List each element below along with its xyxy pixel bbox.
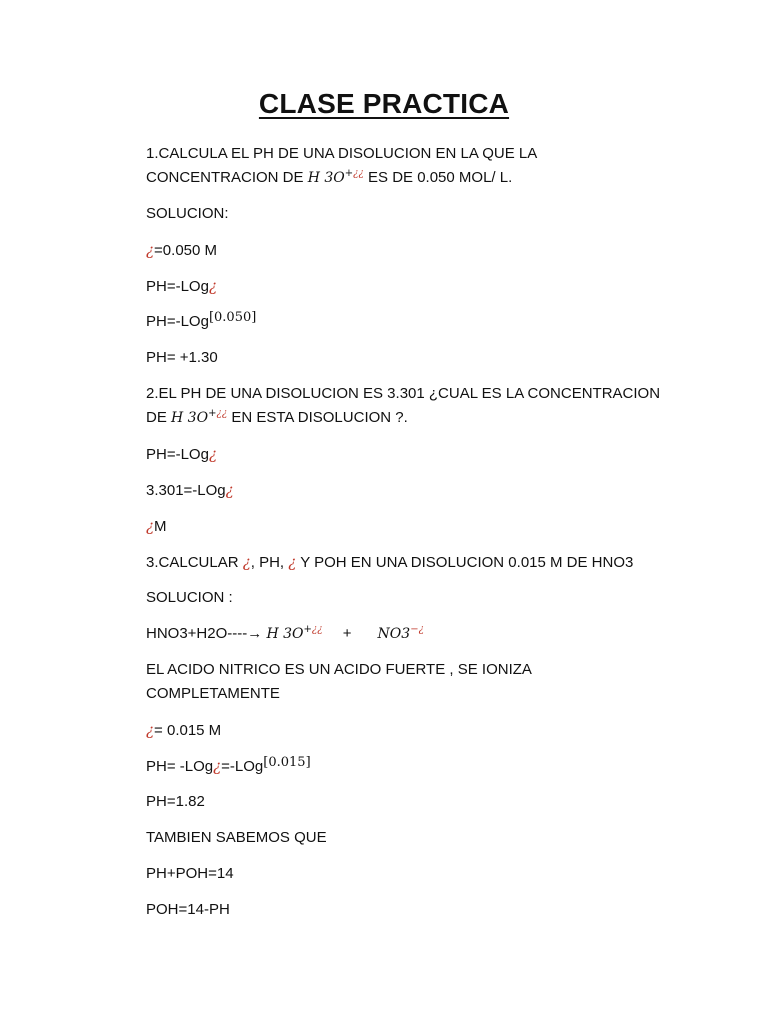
superscript-marks: ¿¿ (353, 168, 364, 179)
text-segment: EN ESTA DISOLUCION ?. (227, 409, 408, 426)
solution-3-line-4: TAMBIEN SABEMOS QUE (146, 829, 327, 846)
formula-no3: NO3 (377, 626, 411, 642)
placeholder-mark: ¿ (225, 481, 234, 499)
solution-3-text-line-1: EL ACIDO NITRICO ES UN ACIDO FUERTE , SE IONIZA (146, 661, 532, 678)
placeholder-mark: ¿ (213, 757, 222, 775)
solution-3-line-5: PH+POH=14 (146, 865, 234, 882)
page-title: CLASE PRACTICA (258, 88, 510, 119)
question-1-line-1: 1.CALCULA EL PH DE UNA DISOLUCION EN LA QUE LA (146, 145, 538, 162)
formula-h3o: H 3O (307, 170, 345, 186)
question-2-line-1: 2.EL PH DE UNA DISOLUCION ES 3.301 ¿CUAL ES LA CONCENTRACION (146, 385, 661, 402)
text-segment: PH= -LOg (146, 758, 214, 775)
text-segment: Y POH EN UNA DISOLUCION 0.015 M DE HNO3 (296, 554, 634, 571)
superscript-plus: + (344, 168, 354, 179)
text-segment: = 0.015 M (154, 722, 222, 739)
text-segment: =0.050 M (154, 242, 218, 259)
solution-1-heading: SOLUCION: (146, 205, 229, 222)
solution-3-line-2 (146, 754, 666, 780)
formula-h3o: H 3O (266, 626, 304, 642)
question-3-line (146, 550, 666, 575)
placeholder-mark: ¿ (146, 721, 155, 739)
text-segment: PH=-LOg (146, 313, 209, 330)
reaction-arrow-icon: → (247, 625, 263, 642)
solution-3-heading: SOLUCION : (146, 589, 233, 606)
bracket-value: [0.015] (263, 755, 311, 770)
text-segment: =-LOg (221, 758, 264, 775)
solution-1-line-2 (146, 274, 666, 299)
text-segment: M (154, 518, 167, 535)
placeholder-mark: ¿ (146, 241, 155, 259)
formula-superscript (303, 624, 322, 635)
question-2-line-2 (146, 406, 666, 432)
superscript-plus: + (303, 624, 312, 635)
formula-superscript: −¿ (410, 624, 424, 635)
solution-1-line-4: PH= +1.30 (146, 349, 218, 366)
superscript-marks: ¿¿ (311, 624, 323, 635)
formula-h3o: H 3O (171, 410, 209, 426)
bracket-value: [0.050] (208, 310, 257, 325)
solution-1-line-1 (146, 238, 666, 263)
solution-3-line-1 (146, 718, 666, 743)
solution-2-line-2 (146, 478, 666, 503)
question-1-line-2 (146, 166, 666, 192)
text-segment: , PH, (250, 554, 289, 571)
solution-2-line-1 (146, 442, 666, 467)
formula-superscript (345, 168, 364, 179)
solution-3-text-line-2: COMPLETAMENTE (146, 685, 280, 702)
placeholder-mark: ¿ (146, 517, 155, 535)
placeholder-mark: ¿ (288, 553, 297, 571)
reaction-equation (146, 622, 666, 648)
solution-3-line-3: PH=1.82 (146, 793, 205, 810)
text-segment: PH=-LOg (146, 278, 209, 295)
text-segment: 3.CALCULAR (146, 554, 243, 571)
placeholder-mark: ¿ (208, 277, 217, 295)
plus-sign: + (342, 625, 352, 642)
solution-3-line-6: POH=14-PH (146, 901, 230, 918)
text-segment: ES DE 0.050 MOL/ L. (363, 169, 513, 186)
placeholder-mark: ¿ (242, 553, 251, 571)
text-segment: CONCENTRACION DE (146, 169, 308, 186)
text-segment: DE (146, 409, 172, 426)
text-segment: HNO3+H2O---- (146, 625, 248, 642)
placeholder-mark: ¿ (208, 445, 217, 463)
solution-1-line-3 (146, 310, 666, 335)
solution-2-line-3 (146, 514, 666, 539)
superscript-plus: + (208, 408, 217, 419)
text-segment: 3.301=-LOg (146, 482, 226, 499)
text-segment: PH=-LOg (146, 446, 209, 463)
superscript-marks: ¿¿ (216, 408, 228, 419)
formula-superscript (208, 408, 227, 419)
